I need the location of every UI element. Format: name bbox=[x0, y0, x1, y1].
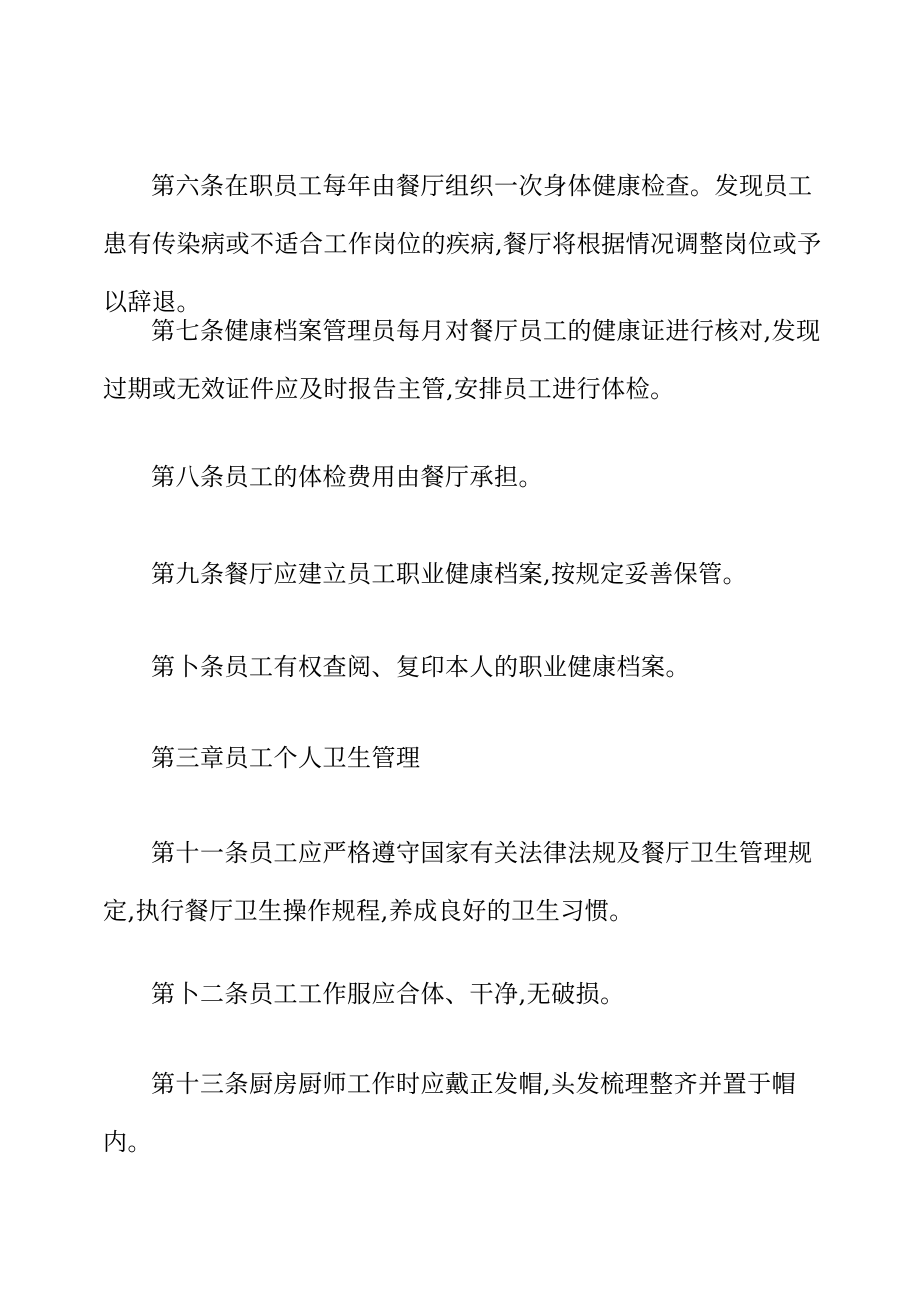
chapter-heading: 第三章员工个人卫生管理 bbox=[151, 744, 421, 772]
paragraph-article-6: 第六条在职员工每年由餐厅组织一次身体健康检查。发现员工患有传染病或不适合工作岗位的疾病,餐厅将根据情况调整岗位或予以辞退。 bbox=[103, 172, 822, 316]
paragraph-article-10: 第卜条员工有权查阅、复印本人的职业健康档案。 bbox=[151, 653, 690, 681]
paragraph-article-7: 第七条健康档案管理员每月对餐厅员工的健康证进行核对,发现过期或无效证件应及时报告主管,安排员工进行体检。 bbox=[103, 317, 821, 403]
paragraph-article-11: 第十一条员工应严格遵守国家有关法律法规及餐厅卫生管理规定,执行餐厅卫生操作规程,养成良好的卫生习惯。 bbox=[103, 839, 813, 925]
paragraph-article-12: 第卜二条员工工作服应合体、干净,无破损。 bbox=[151, 980, 625, 1008]
paragraph-article-13: 第十三条厨房厨师工作时应戴正发帽,头发梳理整齐并置于帽内。 bbox=[103, 1070, 797, 1156]
paragraph-article-8: 第八条员工的体检费用由餐厅承担。 bbox=[151, 463, 543, 491]
paragraph-article-9: 第九条餐厅应建立员工职业健康档案,按规定妥善保管。 bbox=[151, 560, 748, 588]
